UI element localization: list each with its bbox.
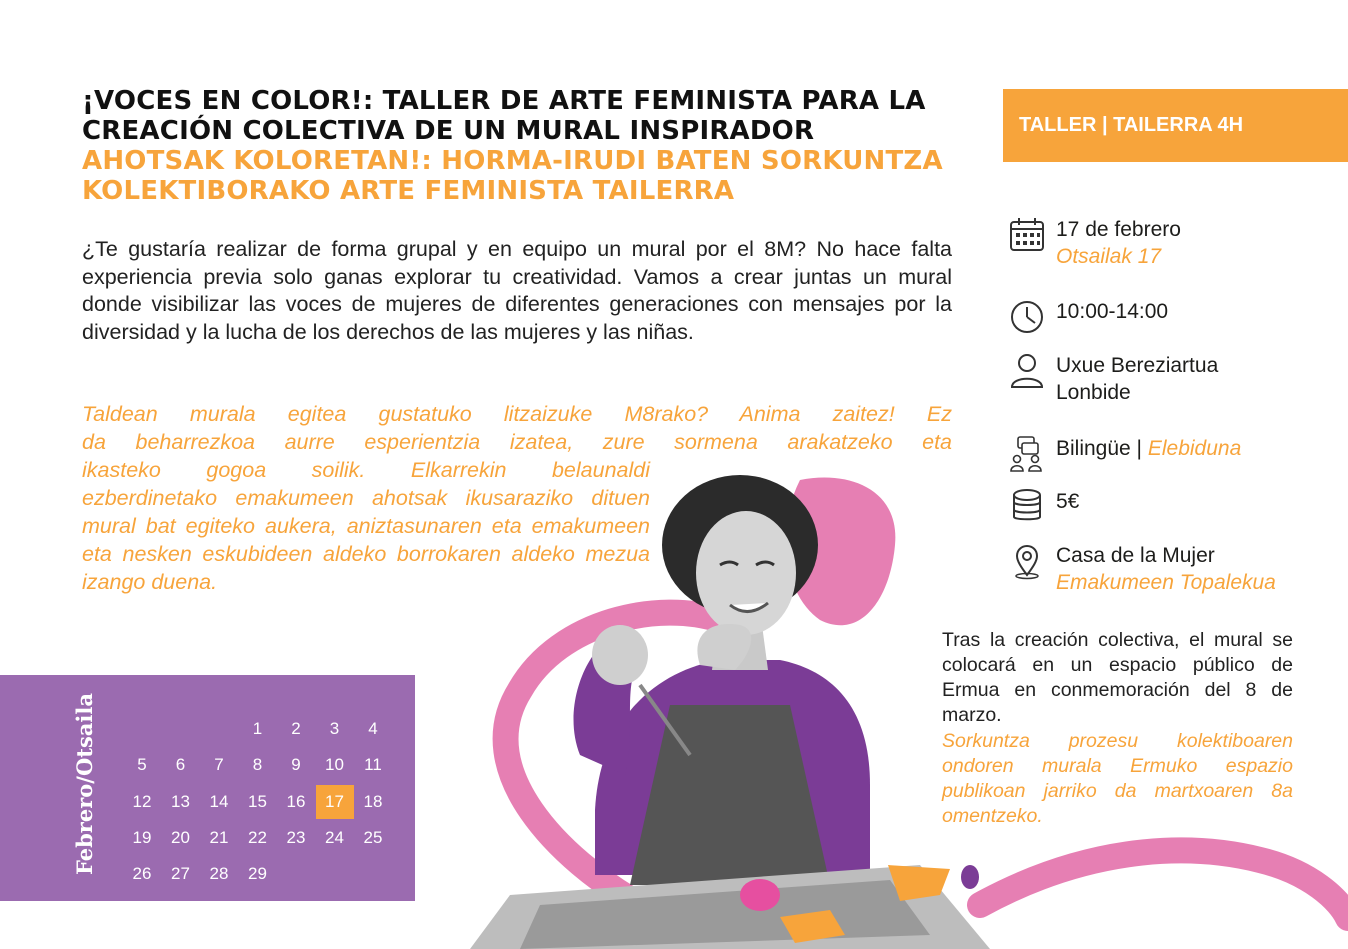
calendar-day: 23	[286, 827, 306, 847]
calendar-day: 14	[209, 791, 229, 811]
calendar-day: 21	[209, 827, 229, 847]
calendar-panel	[0, 675, 415, 901]
calendar-day: 4	[368, 719, 378, 738]
intro-eu-line3: ikasteko gogoa soilik. Elkarrekin belaunaldi	[82, 458, 650, 482]
title-eu-line1: AHOTSAK KOLORETAN!: HORMA-IRUDI BATEN SORKUNTZA	[82, 146, 943, 176]
price-text: 5€	[1056, 490, 1080, 513]
calendar-day: 27	[171, 864, 190, 884]
date-es: 17 de febrero	[1056, 218, 1181, 241]
place-es: Casa de la Mujer	[1056, 544, 1215, 567]
pink-wave-stroke	[980, 850, 1348, 918]
calendar-day: 1	[252, 719, 263, 738]
info-person	[1008, 352, 1218, 406]
calendar-icon	[1008, 216, 1046, 254]
calendar-day: 15	[248, 791, 267, 811]
date-eu: Otsailak 17	[1056, 245, 1162, 268]
info-time	[1008, 298, 1168, 336]
calendar-day: 2	[291, 719, 301, 738]
calendar-day: 26	[132, 864, 152, 884]
calendar-day: 24	[325, 827, 344, 847]
coins-icon	[1008, 488, 1046, 526]
calendar-day: 11	[364, 755, 382, 775]
location-pin-icon	[1008, 542, 1046, 580]
intro-eu-rest: ezberdinetako emakumeen ahotsak ikusaraziko dituen mural bat egiteko aukera, aniztasunaren eta emakumeen eta nesken eskubideen aldeko borrokaren aldeko mezua izango duena.	[82, 486, 650, 594]
person-icon	[1008, 352, 1046, 390]
note-eu: Sorkuntza prozesu kolektiboaren ondoren murala Ermuko espazio publikoan jarriko da martxoaren 8a omentzeko.	[942, 730, 1293, 827]
info-date	[1008, 216, 1181, 270]
intro-eu-line2: da beharrezkoa aurre esperientzia izatea, zure sormena arakatzeko eta	[82, 430, 952, 454]
calendar-day: 6	[175, 755, 186, 775]
intro-eu-line1: Taldean murala egitea gustatuko litzaizuke M8rako? Anima zaitez! Ez	[82, 402, 952, 426]
calendar-day: 9	[291, 755, 301, 775]
calendar-day: 25	[363, 827, 383, 847]
calendar-day: 13	[171, 791, 190, 811]
calendar-day: 19	[132, 827, 152, 847]
info-price	[1008, 488, 1079, 526]
clock-icon	[1008, 298, 1046, 336]
calendar-day: 3	[329, 719, 340, 738]
calendar-month-label: Febrero/Otsaila	[72, 693, 97, 875]
note-es: Tras la creación colectiva, el mural se colocará en un espacio público de Ermua en conmemoración del 8 de marzo.	[942, 629, 1293, 726]
calendar-day: 22	[248, 827, 267, 847]
calendar-day: 8	[252, 755, 263, 775]
calendar-day: 12	[132, 791, 152, 811]
title-es-line1: ¡VOCES EN COLOR!: TALLER DE ARTE FEMINISTA PARA LA	[82, 86, 926, 116]
calendar-day: 28	[209, 864, 229, 884]
lang-eu: Elebiduna	[1147, 437, 1242, 460]
calendar-day: 10	[325, 755, 344, 775]
calendar-day: 18	[363, 791, 383, 811]
info-language	[1008, 435, 1241, 473]
place-eu: Emakumeen Topalekua	[1056, 571, 1276, 594]
title-eu-line2: KOLEKTIBORAKO ARTE FEMINISTA TAILERRA	[82, 176, 735, 206]
title-es-line2: CREACIÓN COLECTIVA DE UN MURAL INSPIRADOR	[82, 116, 815, 146]
person-line2: Lonbide	[1056, 381, 1131, 404]
woman-photo-illustration	[450, 455, 1010, 949]
calendar-day: 16	[286, 791, 306, 811]
calendar-day: 7	[214, 755, 224, 775]
calendar-day: 5	[137, 755, 147, 775]
calendar-day: 29	[248, 864, 267, 884]
info-location	[1008, 542, 1276, 596]
lang-es: Bilingüe |	[1056, 437, 1148, 460]
time-text: 10:00-14:00	[1056, 300, 1169, 323]
calendar-day: 20	[171, 827, 190, 847]
workshop-tag: TALLER | TAILERRA 4H	[1003, 89, 1348, 162]
person-line1: Uxue Bereziartua	[1056, 354, 1219, 377]
calendar-day: 17	[316, 785, 354, 819]
speech-people-icon	[1008, 435, 1046, 473]
intro-es: ¿Te gustaría realizar de forma grupal y en equipo un mural por el 8M? No hace falta experiencia previa solo ganas explorar tu creatividad. Vamos a crear juntas un mural donde visibilizar las voces de mujeres de diferentes generaciones con mensajes por la diversidad y la lucha de los derechos de las mujeres y las niñas.	[82, 237, 952, 344]
page-title	[82, 86, 972, 206]
